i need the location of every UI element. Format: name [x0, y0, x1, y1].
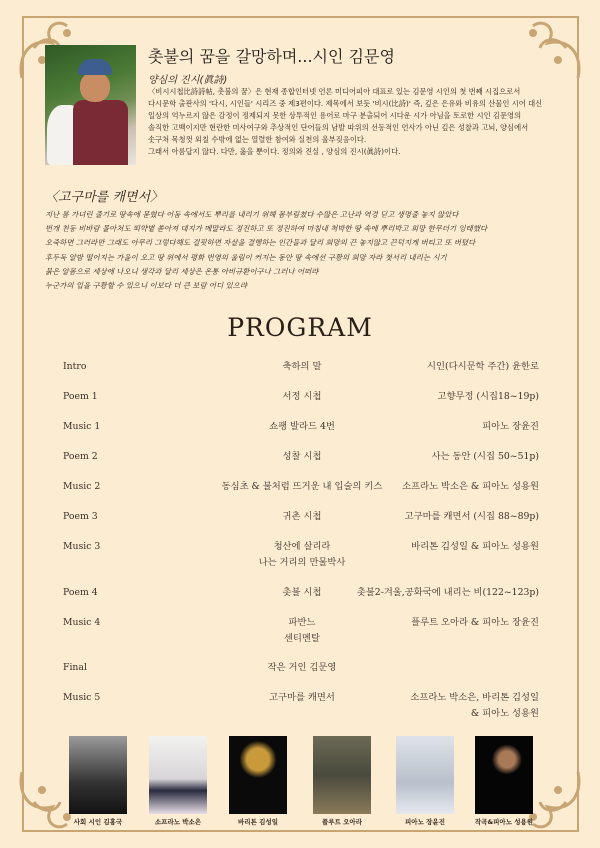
program-title: 촛불 시첩	[282, 587, 322, 598]
intro-line: 다시문학 출판사의 '다시, 시인들' 시리즈 중 제3편이다. 제목에서 보듯 '비시(比詩)' 즉, 깊은 은유와 비유의 산물인 시어 대신	[148, 99, 543, 108]
program-performer-cell	[438, 389, 540, 405]
program-part: Music 1	[63, 421, 101, 432]
intro-line: 솟구쳐 목청껏 외칠 수밖에 없는 열렬한 참여와 실천의 울부짖음이다.	[148, 135, 367, 144]
program-performer-cell	[410, 690, 539, 722]
poem-line: 후두둑 알밤 떨어지는 가을이 오고 땅 위에서 평화 번영의 울림이 커지는 동안 땅 속에선 구황의 희망 자라 첫서리 내리는 시기	[45, 252, 447, 262]
program-performer-cell	[411, 615, 539, 631]
program-title-cell	[213, 359, 391, 375]
program-performer-cell	[432, 449, 539, 465]
performer-photo	[313, 736, 371, 814]
program-title-cell	[213, 419, 391, 435]
performer-caption: 사회 시인 김홍국	[73, 818, 123, 826]
program-part: Poem 4	[63, 587, 98, 598]
program-performer: 소프라노 박소은, 바리톤 김성일	[410, 692, 539, 703]
intro-line: 〈비시시첩比詩詩帖, 촛불의 꿈〉은 현재 종합인터넷 언론 미디어피아 대표로 있는 김문영 시인의 첫 번째 시집으로서	[148, 87, 521, 96]
performer-photo	[229, 736, 287, 814]
program-performer: 소프라노 박소은 & 피아노 성용원	[402, 481, 539, 492]
program-performer-cell	[405, 509, 539, 525]
intro-text	[148, 86, 568, 158]
poem-line: 번개 천둥 비바람 몰아쳐도 뙤약볕 쏟아져 대지가 메말라도 정진하고 또 정진하여 마침내 척박한 땅 속에 뿌리박고 희망 한무더기 잉태했다	[45, 224, 488, 234]
program-title: 쇼팽 발라드 4번	[269, 421, 335, 432]
program-title: 센티멘탈	[284, 633, 320, 644]
program-performer-cell	[402, 479, 539, 495]
performer-caption: 소프라노 박소은	[154, 818, 202, 826]
program-title: 서정 시첩	[282, 391, 322, 402]
page-title: 촛불의 꿈을 갈망하며...시인 김문영	[148, 47, 395, 66]
program-performer: 사는 동안 (시집 50~51p)	[431, 451, 539, 462]
program-part: Final	[63, 662, 87, 673]
program-part: Music 3	[63, 541, 101, 552]
performer-photo	[396, 736, 454, 814]
program-part: Music 4	[63, 617, 101, 628]
program-title: 성찰 시첩	[282, 451, 322, 462]
poem-text	[45, 208, 487, 293]
performer-caption: 피아노 장윤진	[405, 818, 445, 826]
program-title-cell	[213, 660, 391, 676]
performer-photo	[475, 736, 533, 814]
program-title: 청산에 살리라	[273, 541, 331, 552]
performer-caption: 플루트 오아라	[322, 818, 362, 826]
program-title-cell	[213, 389, 391, 405]
program-title: 작은 거인 김문영	[267, 662, 337, 673]
poem-line: 붉은 알몸으로 세상에 나오니 생각과 달리 세상은 온통 아비규환이구나 그러나 어떠랴	[45, 266, 319, 276]
poem-line: 누군가의 입을 구황할 수 있으니 이보다 더 큰 보람 어디 있으랴	[45, 281, 247, 291]
performer-photo	[69, 736, 127, 814]
program-title-cell	[213, 690, 391, 706]
program-title: 파반느	[288, 617, 316, 628]
program-title: 고구마를 캐면서	[269, 692, 335, 703]
program-part: Poem 3	[63, 511, 98, 522]
program-title-cell	[213, 509, 391, 525]
program-performer: 플루트 오아라 & 피아노 장윤진	[411, 617, 539, 628]
program-performer-cell	[482, 419, 539, 435]
program-performer: 촛불2-겨울,공화국에 내리는 비(122~123p)	[356, 587, 539, 598]
program-part: Music 5	[63, 692, 101, 703]
poet-photo	[45, 45, 136, 165]
performer-caption: 작곡&피아노 성용원	[474, 818, 534, 826]
program-part: Intro	[63, 361, 87, 372]
program-performer: 바리톤 김성일 & 피아노 성용원	[411, 541, 539, 552]
program-performer-cell	[357, 585, 539, 601]
performer-caption: 바리톤 김성일	[238, 818, 278, 826]
program-title: 나는 거리의 만물박사	[258, 557, 346, 568]
program-title: 귀촌 시첩	[282, 511, 322, 522]
program-part: Poem 1	[63, 391, 98, 402]
program-title-cell	[213, 449, 391, 465]
poem-title: 〈고구마를 캐면서〉	[45, 190, 164, 205]
program-performer: & 피아노 성용원	[470, 708, 539, 719]
intro-line: 솔직한 고백이지만 현란한 미사여구와 추상적인 단어들의 남발 따위의 선동적인 언사가 아닌 깊은 성찰과 고뇌, 양심에서	[148, 123, 529, 132]
program-performer: 시인(다시문학 주간) 윤한로	[427, 361, 539, 372]
corner-ornament-icon	[508, 8, 588, 88]
program-performer: 피아노 장윤진	[482, 421, 539, 432]
program-part: Poem 2	[63, 451, 98, 462]
program-title-cell	[213, 615, 391, 647]
poem-line: 오죽하면 그러라만 그래도 아무리 그렇다해도 걸핏하면 자살을 결행하는 인간들과 달리 희망의 끈 놓지않고 끈덕지게 버티고 또 버텼다	[45, 238, 476, 248]
program-heading: PROGRAM	[227, 313, 373, 342]
program-title-cell	[213, 479, 391, 495]
poem-line: 지난 봄 가녀린 줄기로 땅속에 묻혔다 어둠 속에서도 뿌리를 내리기 위해 몸부림쳤다 수많은 고난과 역경 딛고 생명줄 놓지 않았다	[45, 210, 459, 219]
program-title: 축하의 말	[282, 361, 322, 372]
section-subtitle: 양심의 진시(眞詩)	[148, 75, 228, 86]
program-performer: 고향무정 (시집18~19p)	[437, 391, 539, 402]
program-performer: 고구마를 캐면서 (시집 88~89p)	[404, 511, 539, 522]
program-title-cell	[213, 539, 391, 571]
program-performer-cell	[411, 539, 539, 555]
performer-photo	[149, 736, 207, 814]
intro-line: 그래서 아름답지 않다. 다만, 옳을 뿐이다. 정의와 진실 , 양심의 진시(眞詩)이다.	[148, 147, 401, 156]
program-part: Music 2	[63, 481, 101, 492]
program-performer-cell	[427, 359, 539, 375]
intro-line: 일상의 억누르지 않은 감정이 정제되지 못한 상투적인 용어로 마구 분출되어 시다운 시가 아님을 토로한 시인 김문영의	[148, 111, 522, 120]
program-title: 동심초 & 불처럼 뜨거운 내 입술의 키스	[221, 481, 383, 492]
